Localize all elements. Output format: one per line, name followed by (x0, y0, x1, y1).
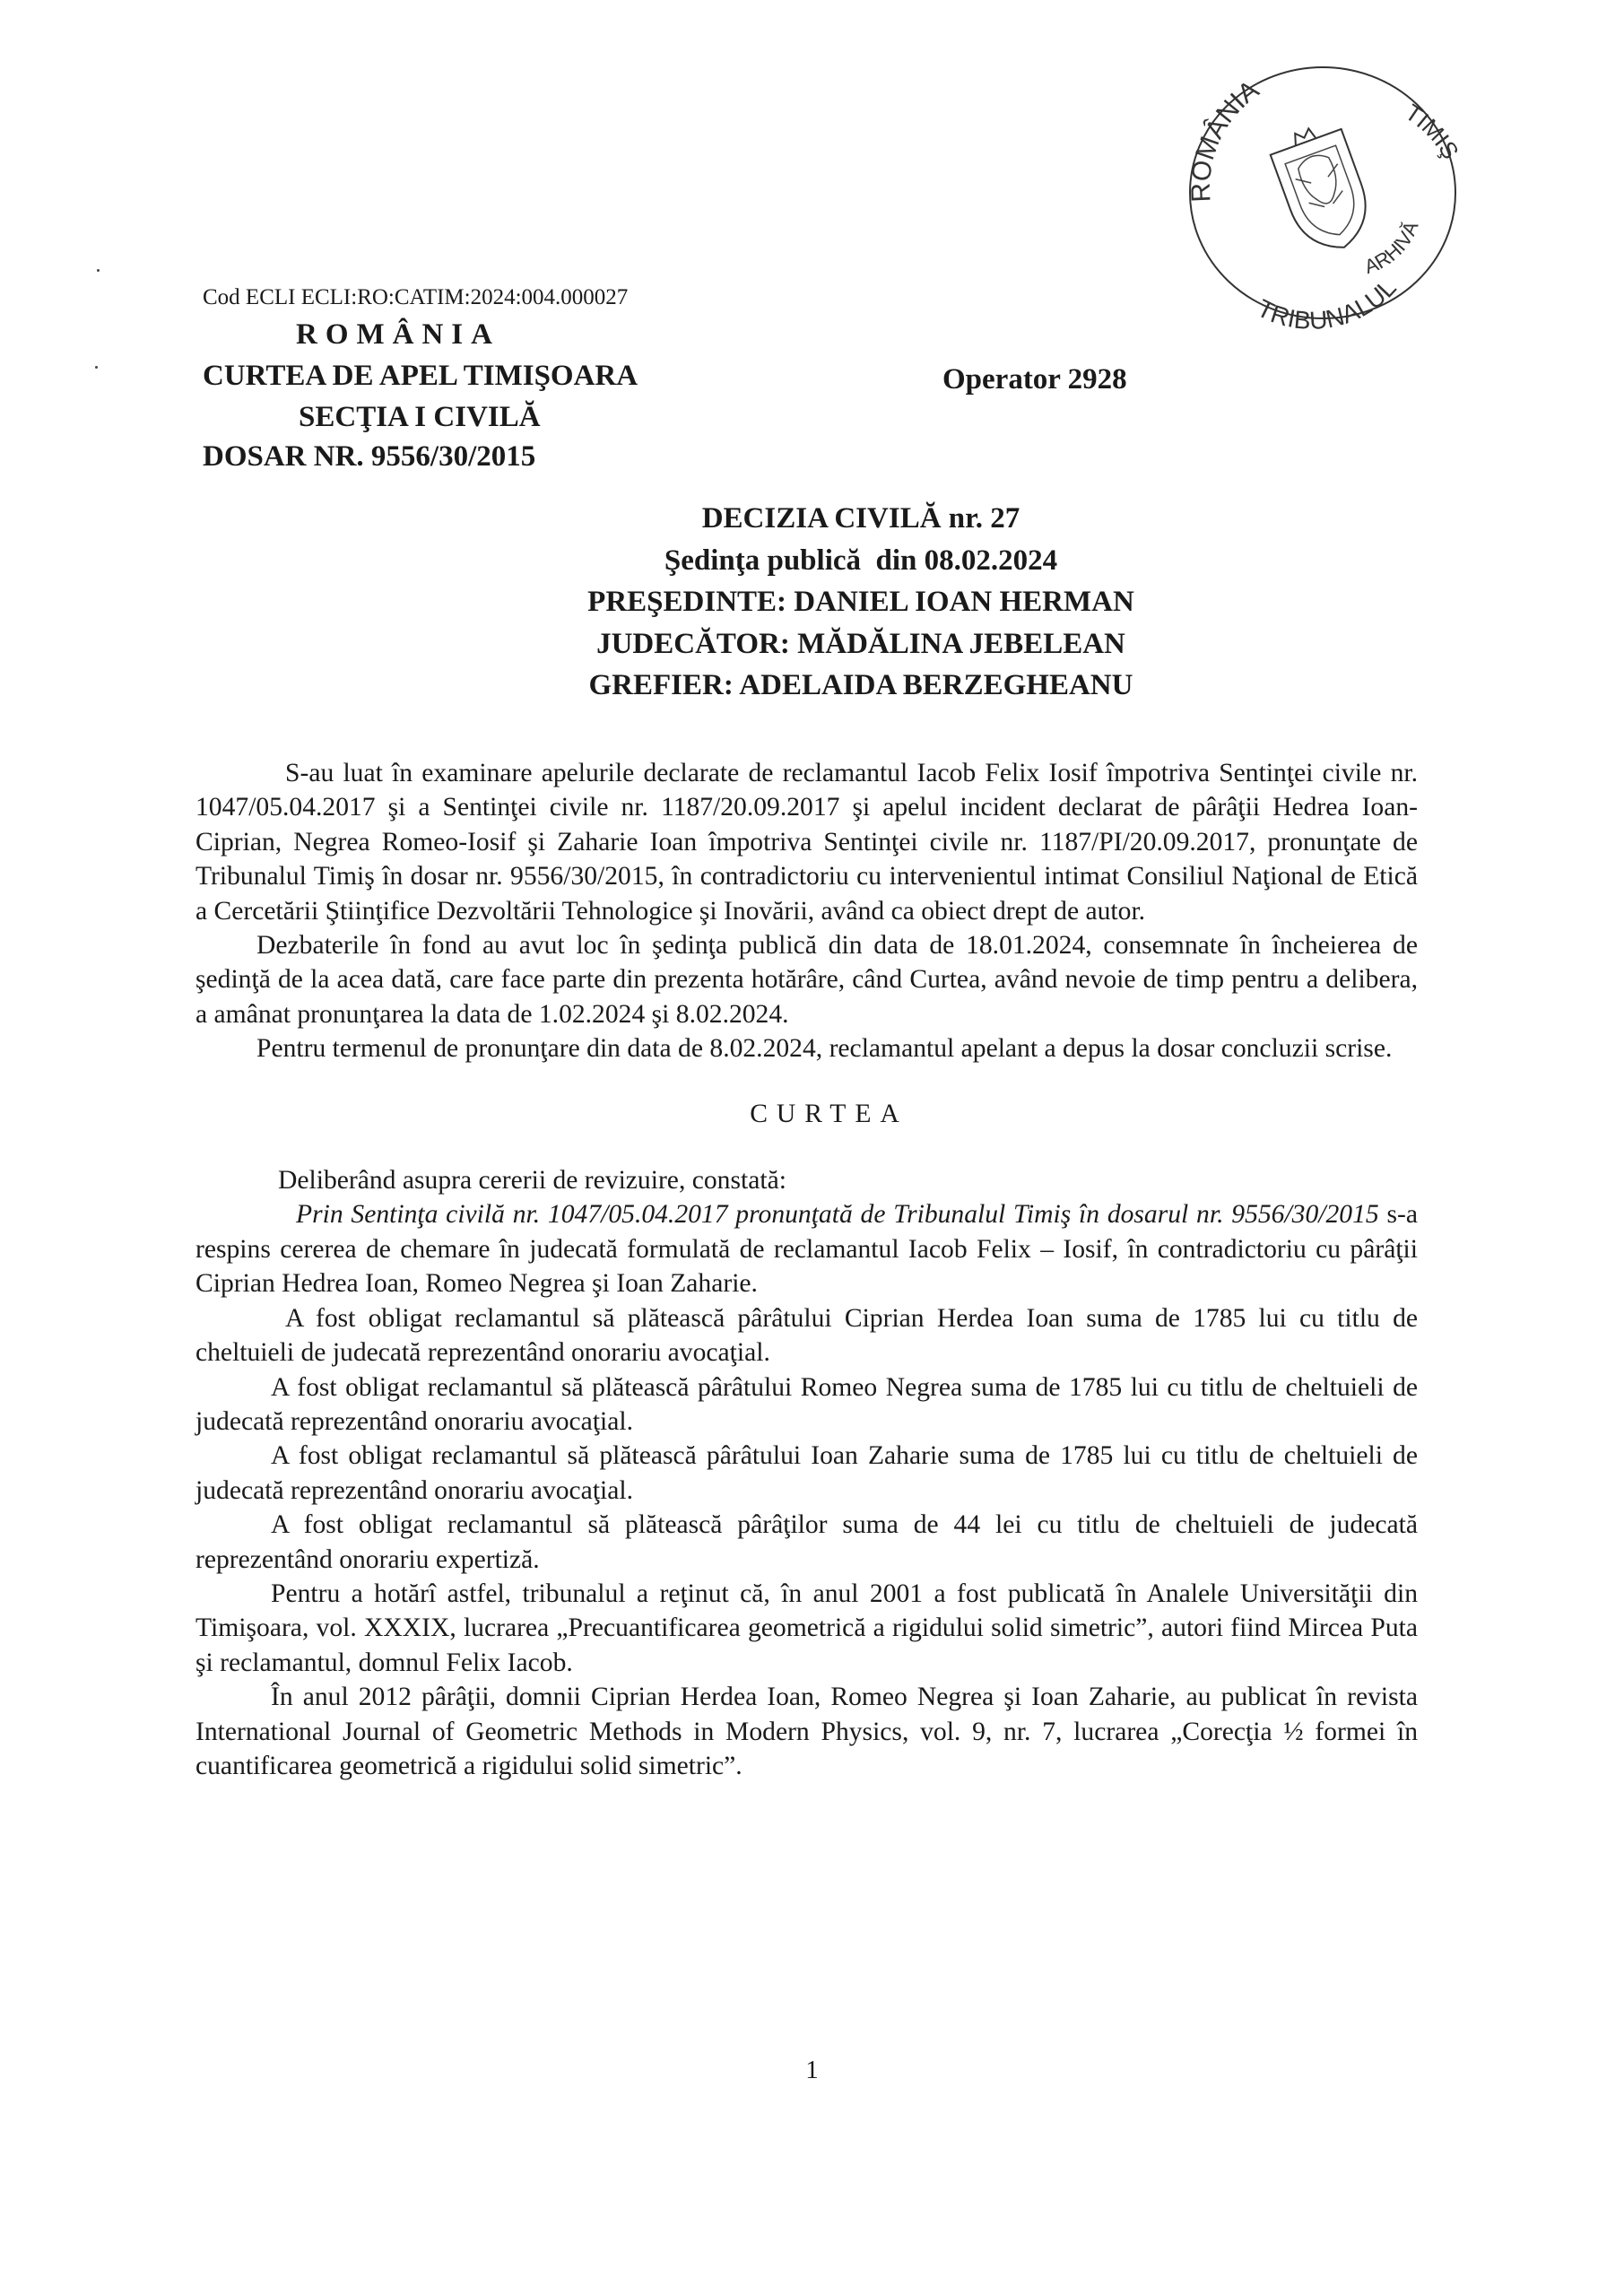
header-section: SECŢIA I CIVILĂ (299, 401, 541, 433)
scan-speck (95, 366, 98, 369)
coat-of-arms-icon (1266, 118, 1379, 260)
header-court: CURTEA DE APEL TIMIŞOARA (203, 360, 638, 392)
decision-title: DECIZIA CIVILĂ nr. 27 (701, 502, 1020, 535)
header-operator: Operator 2928 (942, 363, 1127, 396)
decision-session: Şedinţa publică din 08.02.2024 (664, 544, 1058, 577)
body-paragraph: A fost obligat reclamantul să plătească pârâţilor suma de 44 lei cu titlu de cheltuieli de judecată reprezentând onorariu expertiză. (195, 1510, 1418, 1574)
stamp-top-text: ROMÂNIA (1185, 74, 1264, 204)
body-paragraph: A fost obligat reclamantul să plătească pârâtului Ioan Zaharie suma de 1785 lui cu titlu de cheltuieli de judecată reprezentând onorariu avocaţial. (195, 1441, 1418, 1505)
archive-stamp (1175, 45, 1471, 341)
ecli-code: Cod ECLI ECLI:RO:CATIM:2024:004.000027 (203, 285, 629, 309)
stamp-bottom-text: TRIBUNALUL (1253, 273, 1402, 335)
body-paragraph: A fost obligat reclamantul să plătească pârâtului Ciprian Herdea Ioan suma de 1785 lui cu titlu de cheltuieli de judecată reprezentând onorariu avocaţial. (195, 1303, 1418, 1368)
body-paragraph: A fost obligat reclamantul să plătească pârâtului Romeo Negrea suma de 1785 lui cu titlu de cheltuieli de judecată reprezentând onorariu avocaţial. (195, 1372, 1418, 1436)
decision-block (466, 498, 1255, 707)
intro-paragraph: Pentru termenul de pronunţare din data de 8.02.2024, reclamantul apelant a depus la dosar concluzii scrise. (256, 1034, 1393, 1064)
page-number: 1 (805, 2056, 819, 2084)
section-title: CURTEA (750, 1099, 908, 1128)
ruling-rest: s-a respins cererea de chemare în judecată formulată de reclamantul Iacob Felix – Iosif, în contradictoriu cu pârâţii Ciprian Hedrea Ioan, Romeo Negrea şi Ioan Zaharie. (195, 1200, 1419, 1299)
document-body (195, 756, 1418, 1783)
ruling-italic: Prin Sentinţa civilă nr. 1047/05.04.2017 pronunţată de Tribunalul Timiş în dosarul nr. 9556/30/2015 (296, 1200, 1379, 1230)
header-file-number: DOSAR NR. 9556/30/2015 (203, 440, 536, 473)
decision-clerk: GREFIER: ADELAIDA BERZEGHEANU (588, 669, 1133, 701)
decision-judge: JUDECĂTOR: MĂDĂLINA JEBELEAN (596, 627, 1125, 660)
body-paragraph: Pentru a hotărî astfel, tribunalul a reţinut că, în anul 2001 a fost publicată în Analele Universităţii din Timişoara, vol. XXXIX, lucrarea „Precuantificarea geometrică a rigidului solid simetric”, autori fiind Mircea Puta şi reclamantul, domnul Felix Iacob. (195, 1578, 1418, 1677)
stamp-right-text: TIMIŞ (1400, 98, 1464, 164)
intro-paragraph: S-au luat în examinare apelurile declarate de reclamantul Iacob Felix Iosif împotriva Sentinţei civile nr. 1047/05.04.2017 şi a Sentinţei civile nr. 1187/20.09.2017 şi apelul incident declarat de pârâţii Hedrea Ioan-Ciprian, Negrea Romeo-Iosif şi Zaharie Ioan împotriva Sentinţei civile nr. 1187/PI/20.09.2017, pronunţate de Tribunalul Timiş în dosar nr. 9556/30/2015, în contradictoriu cu intervenientul intimat Consiliul Naţional de Etică a Cercetării Ştiinţifice Dezvoltării Tehnologice şi Inovării, având ca obiect drept de autor. (195, 759, 1418, 926)
decision-president: PREŞEDINTE: DANIEL IOAN HERMAN (587, 586, 1134, 618)
header-country: ROMÂNIA (296, 318, 500, 351)
body-paragraph: În anul 2012 pârâţii, domnii Ciprian Herdea Ioan, Romeo Negrea şi Ioan Zaharie, au publicat în revista International Journal of Geometric Methods in Modern Physics, vol. 9, nr. 7, lucrarea „Corecţia ½ formei în cuantificarea geometrică a rigidului solid simetric”. (195, 1683, 1418, 1780)
scan-speck (97, 269, 100, 272)
ruling-paragraph (195, 1197, 1418, 1300)
stamp-middle-text: ARHIVĂ (1361, 218, 1423, 279)
deliberation-intro: Deliberând asupra cererii de revizuire, constată: (278, 1166, 786, 1196)
intro-paragraph: Dezbaterile în fond au avut loc în şedinţa publică din data de 18.01.2024, consemnate în încheierea de şedinţă de la acea dată, care face parte din prezenta hotărâre, când Curtea, având nevoie de timp pentru a delibera, a amânat pronunţarea la data de 1.02.2024 şi 8.02.2024. (195, 931, 1418, 1029)
